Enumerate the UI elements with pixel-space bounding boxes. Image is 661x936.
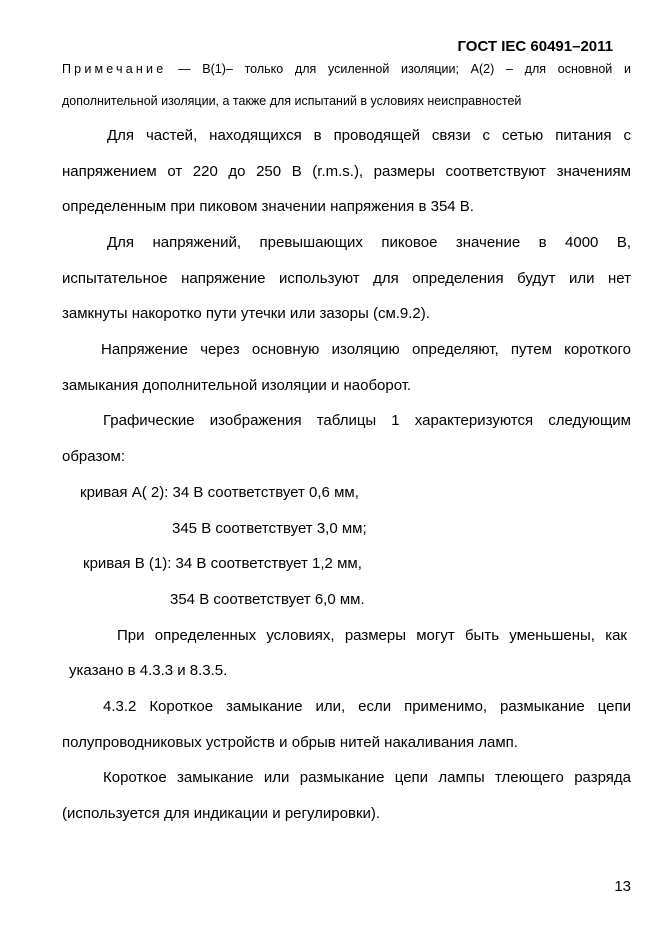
text-line: При определенных условиях, размеры могут быть уменьшены, как: [117, 627, 627, 644]
text-line: кривая А( 2): 34 В соответствует 0,6 мм,: [80, 484, 359, 501]
text-line: замкнуты накоротко пути утечки или зазоры (см.9.2).: [62, 305, 430, 322]
note-line-2: дополнительной изоляции, а также для испытаний в условиях неисправностей: [62, 94, 522, 108]
text-line: 4.3.2 Короткое замыкание или, если применимо, размыкание цепи: [103, 698, 631, 715]
text-line: указано в 4.3.3 и 8.3.5.: [69, 662, 228, 679]
text-line: замыкания дополнительной изоляции и наоборот.: [62, 377, 412, 394]
note-label: Примечание: [62, 62, 167, 76]
text-line: кривая В (1): 34 В соответствует 1,2 мм,: [83, 555, 362, 572]
text-line: Напряжение через основную изоляцию определяют, путем короткого: [101, 341, 631, 358]
text-line: Для частей, находящихся в проводящей связи с сетью питания с: [107, 127, 631, 144]
note-line-1: [62, 62, 631, 76]
text-line: испытательное напряжение используют для определения будут или нет: [62, 270, 631, 287]
note-text: — В(1)– только для усиленной изоляции; А(2) – для основной и: [178, 62, 631, 76]
text-line: напряжением от 220 до 250 В (r.m.s.), размеры соответствуют значениям: [62, 163, 631, 180]
page-number: 13: [614, 878, 631, 895]
text-line: определенным при пиковом значении напряжения в 354 В.: [62, 198, 474, 215]
text-line: Графические изображения таблицы 1 характеризуются следующим: [103, 412, 631, 429]
text-line: образом:: [62, 448, 125, 465]
text-line: полупроводниковых устройств и обрыв нитей накаливания ламп.: [62, 734, 518, 751]
text-line: 354 В соответствует 6,0 мм.: [170, 591, 365, 608]
document-code-header: ГОСТ IEC 60491–2011: [457, 38, 613, 55]
text-line: 345 В соответствует 3,0 мм;: [172, 520, 367, 537]
text-line: Для напряжений, превышающих пиковое значение в 4000 В,: [107, 234, 631, 251]
text-line: (используется для индикации и регулировки).: [62, 805, 381, 822]
text-line: Короткое замыкание или размыкание цепи лампы тлеющего разряда: [103, 769, 631, 786]
